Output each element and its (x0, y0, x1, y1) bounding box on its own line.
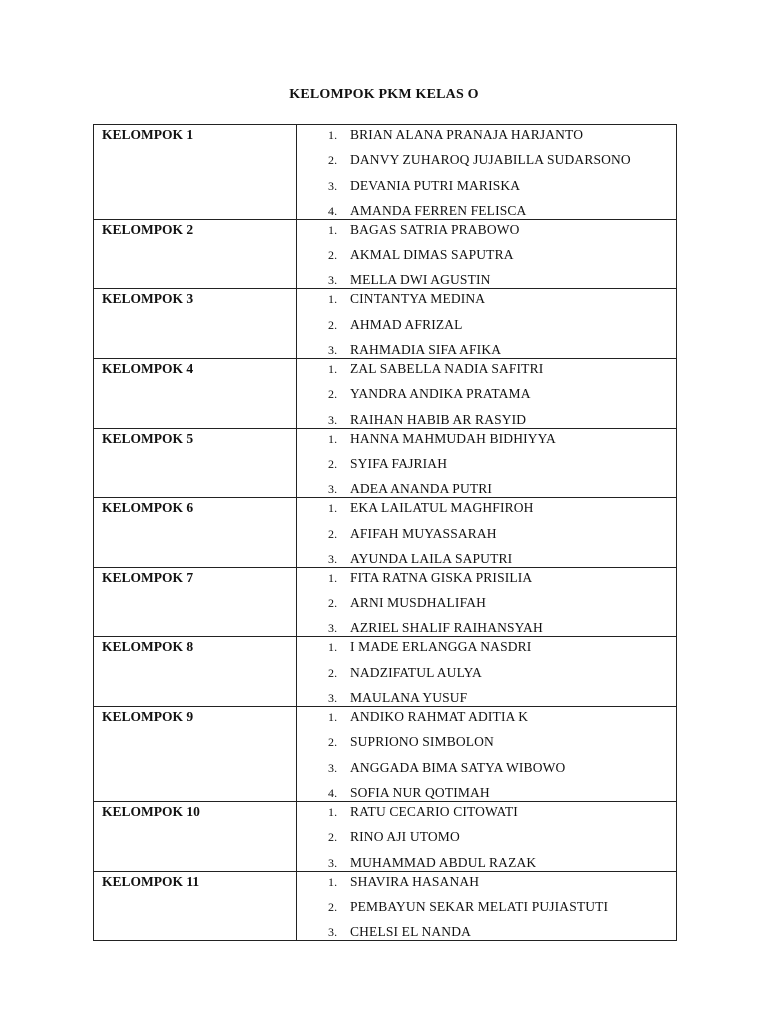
group-members-cell (297, 567, 677, 637)
member-name: AYUNDA LAILA SAPUTRI (350, 550, 513, 566)
member-number: 1. (328, 222, 338, 237)
table-row (94, 871, 677, 941)
member-name: YANDRA ANDIKA PRATAMA (350, 386, 531, 402)
group-name-cell (94, 637, 297, 707)
member-name: ZAL SABELLA NADIA SAFITRI (350, 361, 544, 377)
member-number: 3. (328, 621, 338, 636)
member-number: 1. (328, 501, 338, 516)
member-name: DEVANIA PUTRI MARISKA (350, 177, 521, 193)
page-title: KELOMPOK PKM KELAS O (289, 87, 479, 102)
group-name-cell (94, 428, 297, 498)
list-item (297, 385, 676, 410)
list-item (297, 733, 676, 758)
member-name: I MADE ERLANGGA NASDRI (350, 639, 532, 655)
group-table (93, 124, 677, 941)
list-item (297, 430, 676, 455)
member-name: ARNI MUSDHALIFAH (350, 595, 487, 611)
group-members-cell (297, 871, 677, 941)
member-list (297, 568, 676, 637)
member-number: 2. (328, 153, 338, 168)
group-members-cell (297, 428, 677, 498)
list-item (297, 271, 676, 288)
list-item (297, 923, 676, 940)
member-name: CHELSI EL NANDA (350, 924, 471, 940)
member-number: 4. (328, 785, 338, 800)
member-list (297, 220, 676, 289)
member-name: SHAVIRA HASANAH (350, 873, 480, 889)
list-item (297, 854, 676, 871)
member-number: 2. (328, 665, 338, 680)
group-name-cell (94, 498, 297, 568)
member-name: ANDIKO RAHMAT ADITIA K (350, 709, 529, 725)
list-item (297, 480, 676, 497)
list-item (297, 569, 676, 594)
member-number: 1. (328, 570, 338, 585)
member-number: 1. (328, 804, 338, 819)
list-item (297, 202, 676, 219)
member-number: 3. (328, 482, 338, 497)
list-item (297, 411, 676, 428)
member-number: 2. (328, 899, 338, 914)
member-number: 1. (328, 128, 338, 142)
member-name: AZRIEL SHALIF RAIHANSYAH (350, 620, 543, 636)
member-name: RINO AJI UTOMO (350, 829, 460, 845)
group-name-cell (94, 289, 297, 359)
list-item (297, 290, 676, 315)
member-list (297, 289, 676, 358)
group-name: KELOMPOK 5 (102, 430, 194, 446)
member-number: 4. (328, 203, 338, 218)
member-name: BRIAN ALANA PRANAJA HARJANTO (350, 127, 584, 142)
group-members-cell (297, 707, 677, 802)
member-number: 2. (328, 830, 338, 845)
member-number: 3. (328, 691, 338, 706)
group-members-cell (297, 125, 677, 220)
group-name: KELOMPOK 6 (102, 500, 194, 516)
member-number: 2. (328, 526, 338, 541)
member-name: AFIFAH MUYASSARAH (350, 525, 497, 541)
member-number: 1. (328, 874, 338, 889)
member-name: ANGGADA BIMA SATYA WIBOWO (350, 759, 566, 775)
group-table-body (94, 125, 677, 941)
list-item (297, 316, 676, 341)
table-row (94, 801, 677, 871)
list-item (297, 619, 676, 636)
member-name: HANNA MAHMUDAH BIDHIYYA (350, 430, 556, 446)
group-name: KELOMPOK 1 (102, 127, 194, 142)
group-members-cell (297, 219, 677, 289)
list-item (297, 803, 676, 828)
group-name-cell (94, 871, 297, 941)
member-number: 3. (328, 551, 338, 566)
member-list (297, 802, 676, 871)
list-item (297, 221, 676, 246)
table-row (94, 219, 677, 289)
table-row (94, 567, 677, 637)
group-name-cell (94, 125, 297, 220)
list-item (297, 499, 676, 524)
member-name: SOFIA NUR QOTIMAH (350, 784, 490, 800)
member-number: 1. (328, 640, 338, 655)
member-name: AMANDA FERREN FELISCA (350, 202, 527, 218)
member-number: 1. (328, 362, 338, 377)
member-number: 2. (328, 456, 338, 471)
member-name: ADEA ANANDA PUTRI (350, 481, 493, 497)
list-item (297, 689, 676, 706)
list-item (297, 898, 676, 923)
group-name: KELOMPOK 3 (102, 291, 194, 307)
member-number: 3. (328, 178, 338, 193)
list-item (297, 151, 676, 176)
member-name: RAHMADIA SIFA AFIKA (350, 342, 502, 358)
member-name: EKA LAILATUL MAGHFIROH (350, 500, 534, 516)
table-row (94, 707, 677, 802)
member-name: MUHAMMAD ABDUL RAZAK (350, 854, 537, 870)
group-name: KELOMPOK 2 (102, 221, 194, 237)
member-number: 2. (328, 317, 338, 332)
list-item (297, 664, 676, 689)
member-name: AHMAD AFRIZAL (350, 316, 463, 332)
table-row (94, 359, 677, 429)
group-name-cell (94, 801, 297, 871)
member-number: 3. (328, 273, 338, 288)
member-name: RATU CECARIO CITOWATI (350, 803, 518, 819)
table-row (94, 428, 677, 498)
group-name: KELOMPOK 8 (102, 639, 194, 655)
list-item (297, 246, 676, 271)
list-item (297, 360, 676, 385)
member-list (297, 637, 676, 706)
list-item (297, 873, 676, 898)
member-name: DANVY ZUHAROQ JUJABILLA SUDARSONO (350, 152, 631, 168)
group-name-cell (94, 567, 297, 637)
group-name: KELOMPOK 4 (102, 361, 194, 377)
group-name: KELOMPOK 7 (102, 569, 194, 585)
member-list (297, 707, 676, 801)
list-item (297, 638, 676, 663)
group-name-cell (94, 359, 297, 429)
member-name: NADZIFATUL AULYA (350, 664, 482, 680)
table-row (94, 289, 677, 359)
group-name: KELOMPOK 9 (102, 709, 194, 725)
list-item (297, 708, 676, 733)
list-item (297, 455, 676, 480)
table-row (94, 125, 677, 220)
group-name: KELOMPOK 11 (102, 873, 200, 889)
group-members-cell (297, 498, 677, 568)
list-item (297, 177, 676, 202)
member-number: 3. (328, 855, 338, 870)
member-number: 1. (328, 431, 338, 446)
group-name: KELOMPOK 10 (102, 803, 200, 819)
member-list (297, 429, 676, 498)
group-name-cell (94, 707, 297, 802)
group-members-cell (297, 637, 677, 707)
member-name: MAULANA YUSUF (350, 690, 468, 706)
member-number: 3. (328, 343, 338, 358)
member-number: 2. (328, 735, 338, 750)
member-list (297, 359, 676, 428)
member-name: AKMAL DIMAS SAPUTRA (350, 247, 514, 263)
table-row (94, 498, 677, 568)
member-number: 3. (328, 760, 338, 775)
member-number: 2. (328, 596, 338, 611)
list-item (297, 126, 676, 151)
group-members-cell (297, 359, 677, 429)
member-name: FITA RATNA GISKA PRISILIA (350, 569, 533, 585)
member-name: SUPRIONO SIMBOLON (350, 734, 494, 750)
member-name: PEMBAYUN SEKAR MELATI PUJIASTUTI (350, 898, 609, 914)
group-name-cell (94, 219, 297, 289)
list-item (297, 828, 676, 853)
table-row (94, 637, 677, 707)
member-name: SYIFA FAJRIAH (350, 455, 448, 471)
group-members-cell (297, 801, 677, 871)
list-item (297, 525, 676, 550)
member-name: MELLA DWI AGUSTIN (350, 272, 491, 288)
member-name: RAIHAN HABIB AR RASYID (350, 411, 527, 427)
group-members-cell (297, 289, 677, 359)
list-item (297, 759, 676, 784)
member-list (297, 872, 676, 941)
member-list (297, 498, 676, 567)
list-item (297, 784, 676, 801)
list-item (297, 341, 676, 358)
member-list (297, 125, 676, 219)
member-number: 2. (328, 248, 338, 263)
member-number: 3. (328, 925, 338, 940)
member-number: 2. (328, 387, 338, 402)
member-number: 1. (328, 292, 338, 307)
member-name: CINTANTYA MEDINA (350, 291, 486, 307)
member-name: BAGAS SATRIA PRABOWO (350, 221, 520, 237)
list-item (297, 594, 676, 619)
list-item (297, 550, 676, 567)
member-number: 3. (328, 412, 338, 427)
member-number: 1. (328, 710, 338, 725)
